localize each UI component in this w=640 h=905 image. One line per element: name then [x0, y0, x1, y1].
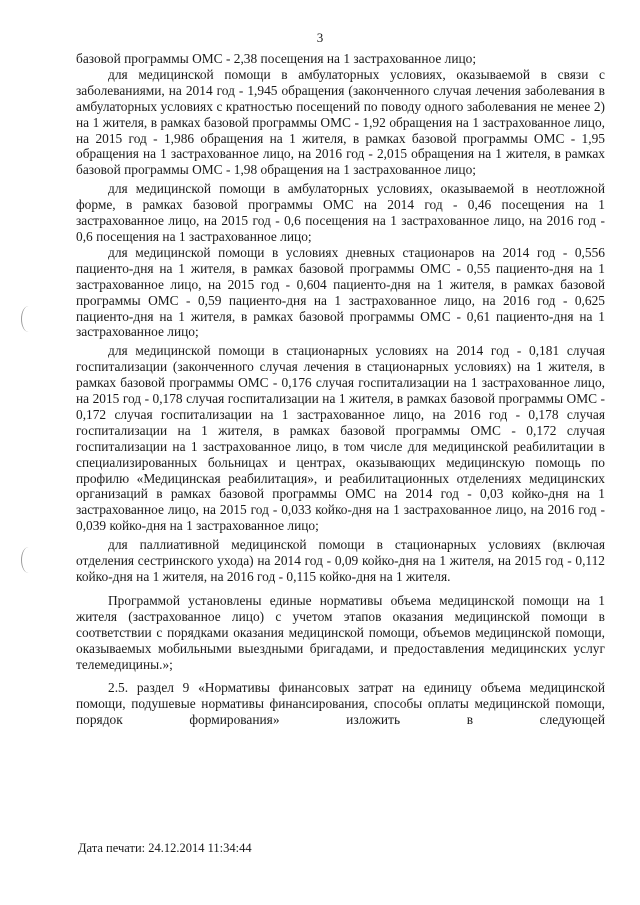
paragraph: базовой программы ОМС - 2,38 посещения на 1 застрахованное лицо; — [76, 51, 477, 66]
document-body — [76, 51, 605, 728]
paragraph: для медицинской помощи в условиях дневных стационаров на 2014 год - 0,556 пациенто-дня на 1 жителя, в рамках базовой программы ОМС - 0,55 пациенто-дня на 1 застрахованное лицо, на 2015 год - 0,604 пациенто-дня на 1 жителя, в рамках базовой программы ОМС - 0,59 пациенто-дня на 1 застрахованное лицо, на 2016 год - 0,625 пациенто-дня на 1 жителя, в рамках базовой программы ОМС - 0,61 пациенто-дня на 1 застрахованное лицо; — [76, 244, 605, 340]
paragraph: для медицинской помощи в амбулаторных условиях, оказываемой в связи с заболеваниями, на 2014 год - 1,945 обращения (законченного случая лечения заболевания в амбулаторных условиях с кратностью посещений по поводу одного заболевания не менее 2) на 1 жителя, в рамках базовой программы ОМС - 1,92 обращения на 1 застрахованное лицо, на 2015 год - 1,986 обращения на 1 жителя, в рамках базовой программы ОМС - 1,95 обращения на 1 застрахованное лицо, на 2016 год - 2,015 обращения на 1 жителя, в рамках базовой программы ОМС - 1,98 обращения на 1 застрахованное лицо; — [76, 66, 605, 178]
paragraph: для медицинской помощи в амбулаторных условиях, оказываемой в неотложной форме, в рамках базовой программы ОМС на 2014 год - 0,46 посещения на 1 застрахованное лицо, на 2015 год - 0,6 посещения на 1 застрахованное лицо, на 2016 год - 0,6 посещения на 1 застрахованное лицо; — [76, 181, 605, 244]
paragraph: Программой установлены единые нормативы объема медицинской помощи на 1 жителя (застрахованное лицо) с учетом этапов оказания медицинской помощи в соответствии с порядками оказания медицинской помощи, объемов медицинской помощи, оказываемых мобильными выездными бригадами, и предоставления медицинских услуг телемедицины.»; — [76, 592, 605, 672]
margin-mark — [21, 547, 36, 573]
print-date: Дата печати: 24.12.2014 11:34:44 — [78, 841, 252, 855]
paragraph: для медицинской помощи в стационарных условиях на 2014 год - 0,181 случая госпитализации (законченного случая лечения в стационарных условиях) на 1 жителя, в рамках базовой программы ОМС - 0,176 случая госпитализации на 1 застрахованное лицо, на 2015 год - 0,178 случая госпитализации на 1 жителя, в рамках базовой программы ОМС - 0,172 случая госпитализации на 1 застрахованное лицо, на 2016 год - 0,178 случая госпитализации на 1 жителя, в рамках базовой программы ОМС - 0,172 случая госпитализации на 1 застрахованное лицо, в том числе для медицинской реабилитации в специализированных больницах и центрах, оказывающих медицинскую помощь по профилю «Медицинская реабилитация», и реабилитационных отделениях медицинских организаций в рамках базовой программы ОМС на 2014 год - 0,03 койко-дня на 1 застрахованное лицо, на 2015 год - 0,033 койко-дня на 1 застрахованное лицо, на 2016 год - 0,039 койко-дня на 1 застрахованное лицо; — [76, 343, 605, 534]
paragraph: для паллиативной медицинской помощи в стационарных условиях (включая отделения сестринского ухода) на 2014 год - 0,09 койко-дня на 1 жителя, на 2015 год - 0,112 койко-дня на 1 жителя, на 2016 год - 0,115 койко-дня на 1 жителя. — [76, 537, 605, 584]
margin-mark — [21, 306, 36, 332]
page-number: 3 — [316, 30, 324, 45]
paragraph: 2.5. раздел 9 «Нормативы финансовых затрат на единицу объема медицинской помощи, подушевые нормативы финансирования, способы оплаты медицинской помощи, порядок формирования» изложить в следующей — [76, 680, 605, 728]
